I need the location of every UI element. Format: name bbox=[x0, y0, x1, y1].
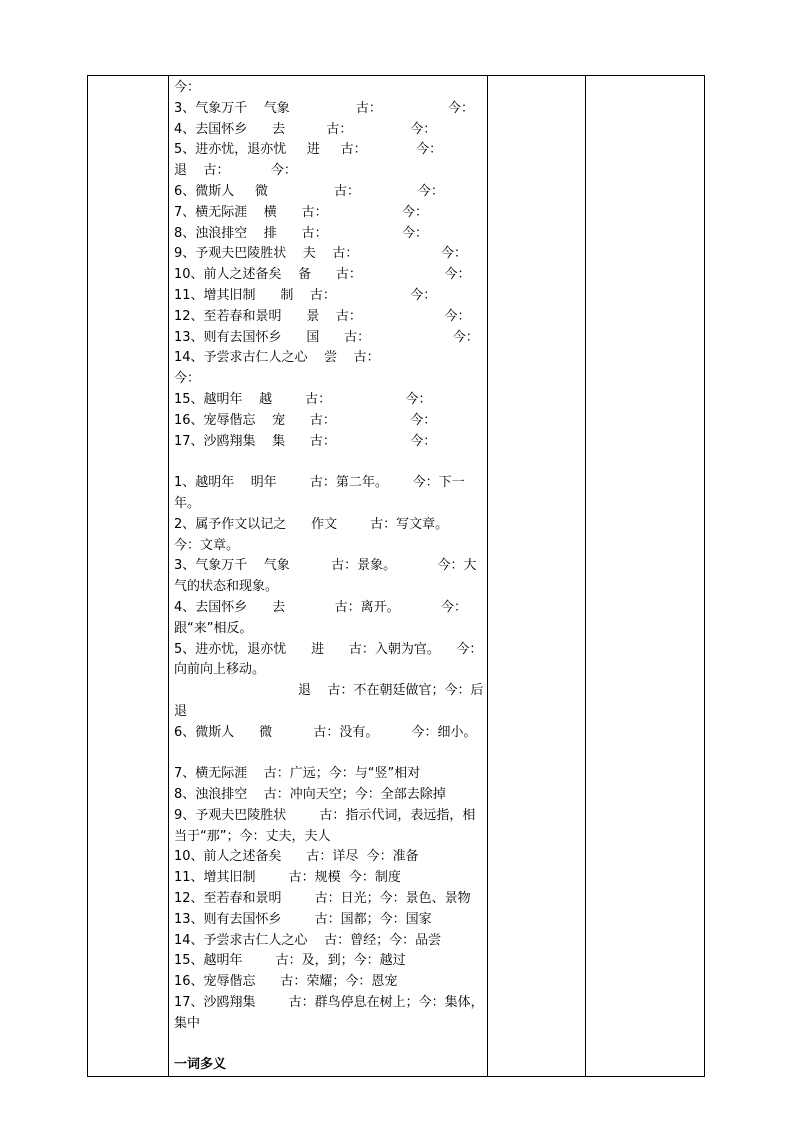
notes-cell bbox=[488, 76, 586, 1077]
content-block bbox=[169, 76, 487, 1076]
answer-line: 16、宠辱偕忘 古：荣耀；今：恩宠 bbox=[174, 974, 398, 990]
answer-line: 7、横无际涯 古：广远；今：与“竖”相对 bbox=[174, 766, 421, 782]
answer-line: 5、进亦忧，退亦忧 进 古：入朝为官。 今：向前向上移动。 bbox=[174, 641, 483, 678]
exercise-line: 6、微斯人 微 古： 今： bbox=[174, 183, 444, 199]
answer-line: 17、沙鸥翔集 古：群鸟停息在树上；今：集体，集中 bbox=[174, 995, 484, 1031]
answer-line: 今：文章。 bbox=[174, 537, 240, 553]
answer-line: 15、越明年 古：及，到；今：越过 bbox=[174, 953, 406, 969]
exercise-line: 7、横无际涯 横 古： 今： bbox=[174, 204, 428, 220]
exercise-line: 16、宠辱偕忘 宠 古： 今： bbox=[174, 412, 437, 428]
answer-line: 6、微斯人 微 古：没有。 今：细小。 bbox=[174, 724, 477, 740]
exercise-line: 17、沙鸥翔集 集 古： 今： bbox=[174, 433, 437, 449]
answer-line: 10、前人之述备矣 古：详尽 今：准备 bbox=[174, 849, 419, 865]
answer-line: 4、去国怀乡 去 古：离开。 今：跟“来”相反。 bbox=[174, 599, 467, 636]
answer-line: 13、则有去国怀乡 古：国都；今：国家 bbox=[174, 911, 432, 927]
answer-line: 退 古：不在朝廷做官；今：后退 bbox=[174, 683, 484, 719]
exercise-line: 8、浊浪排空 排 古： 今： bbox=[174, 225, 428, 241]
exercise-line: 退 古： 今： bbox=[174, 163, 297, 179]
left-margin-cell bbox=[88, 76, 169, 1077]
exercise-line: 14、予尝求古仁人之心 尝 古： bbox=[174, 350, 380, 366]
spacer bbox=[174, 452, 484, 473]
answer-line: 11、增其旧制 古：规模 今：制度 bbox=[174, 870, 401, 886]
exercise-line: 12、至若春和景明 景 古： 今： bbox=[174, 308, 471, 324]
answer-line bbox=[174, 744, 484, 765]
exercise-line: 5、进亦忧，退亦忧 进 古： 今： bbox=[174, 142, 443, 158]
vocabulary-exercise-list bbox=[174, 78, 484, 452]
exercise-line: 9、予观夫巴陵胜状 夫 古： 今： bbox=[174, 246, 467, 262]
exercise-line: 今： bbox=[174, 371, 201, 387]
exercise-line: 13、则有去国怀乡 国 古： 今： bbox=[174, 329, 479, 345]
exercise-line: 15、越明年 越 古： 今： bbox=[174, 391, 432, 407]
answer-line: 1、越明年 明年 古：第二年。 今：下一年。 bbox=[174, 475, 465, 511]
vocabulary-answer-list bbox=[174, 473, 484, 1035]
exercise-line: 4、去国怀乡 去 古： 今： bbox=[174, 121, 437, 137]
spacer bbox=[174, 1035, 484, 1056]
answer-line: 3、气象万千 气象 古：景象。 今：大气的状态和现象。 bbox=[174, 558, 477, 595]
section-heading: 一词多义 bbox=[174, 1057, 227, 1073]
exercise-line: 今： bbox=[174, 80, 201, 95]
answer-line: 12、至若春和景明 古：日光；今：景色、景物 bbox=[174, 891, 471, 907]
exercise-line: 10、前人之述备矣 备 古： 今： bbox=[174, 267, 471, 283]
exercise-line: 11、增其旧制 制 古： 今： bbox=[174, 287, 437, 303]
answer-line: 9、予观夫巴陵胜状 古：指示代词，表远指，相当于“那”；今：丈夫，夫人 bbox=[174, 807, 476, 844]
remarks-cell bbox=[586, 76, 705, 1077]
answer-line: 2、属予作文以记之 作文 古：写文章。 bbox=[174, 516, 449, 532]
answer-line: 8、浊浪排空 古：冲向天空；今：全部去除掉 bbox=[174, 787, 446, 803]
lesson-plan-table bbox=[87, 75, 705, 1077]
answer-line: 14、予尝求古仁人之心 古：曾经；今：品尝 bbox=[174, 932, 442, 948]
table-row bbox=[88, 76, 705, 1077]
exercise-line: 3、气象万千 气象 古： 今： bbox=[174, 100, 475, 116]
main-content-cell bbox=[169, 76, 488, 1077]
